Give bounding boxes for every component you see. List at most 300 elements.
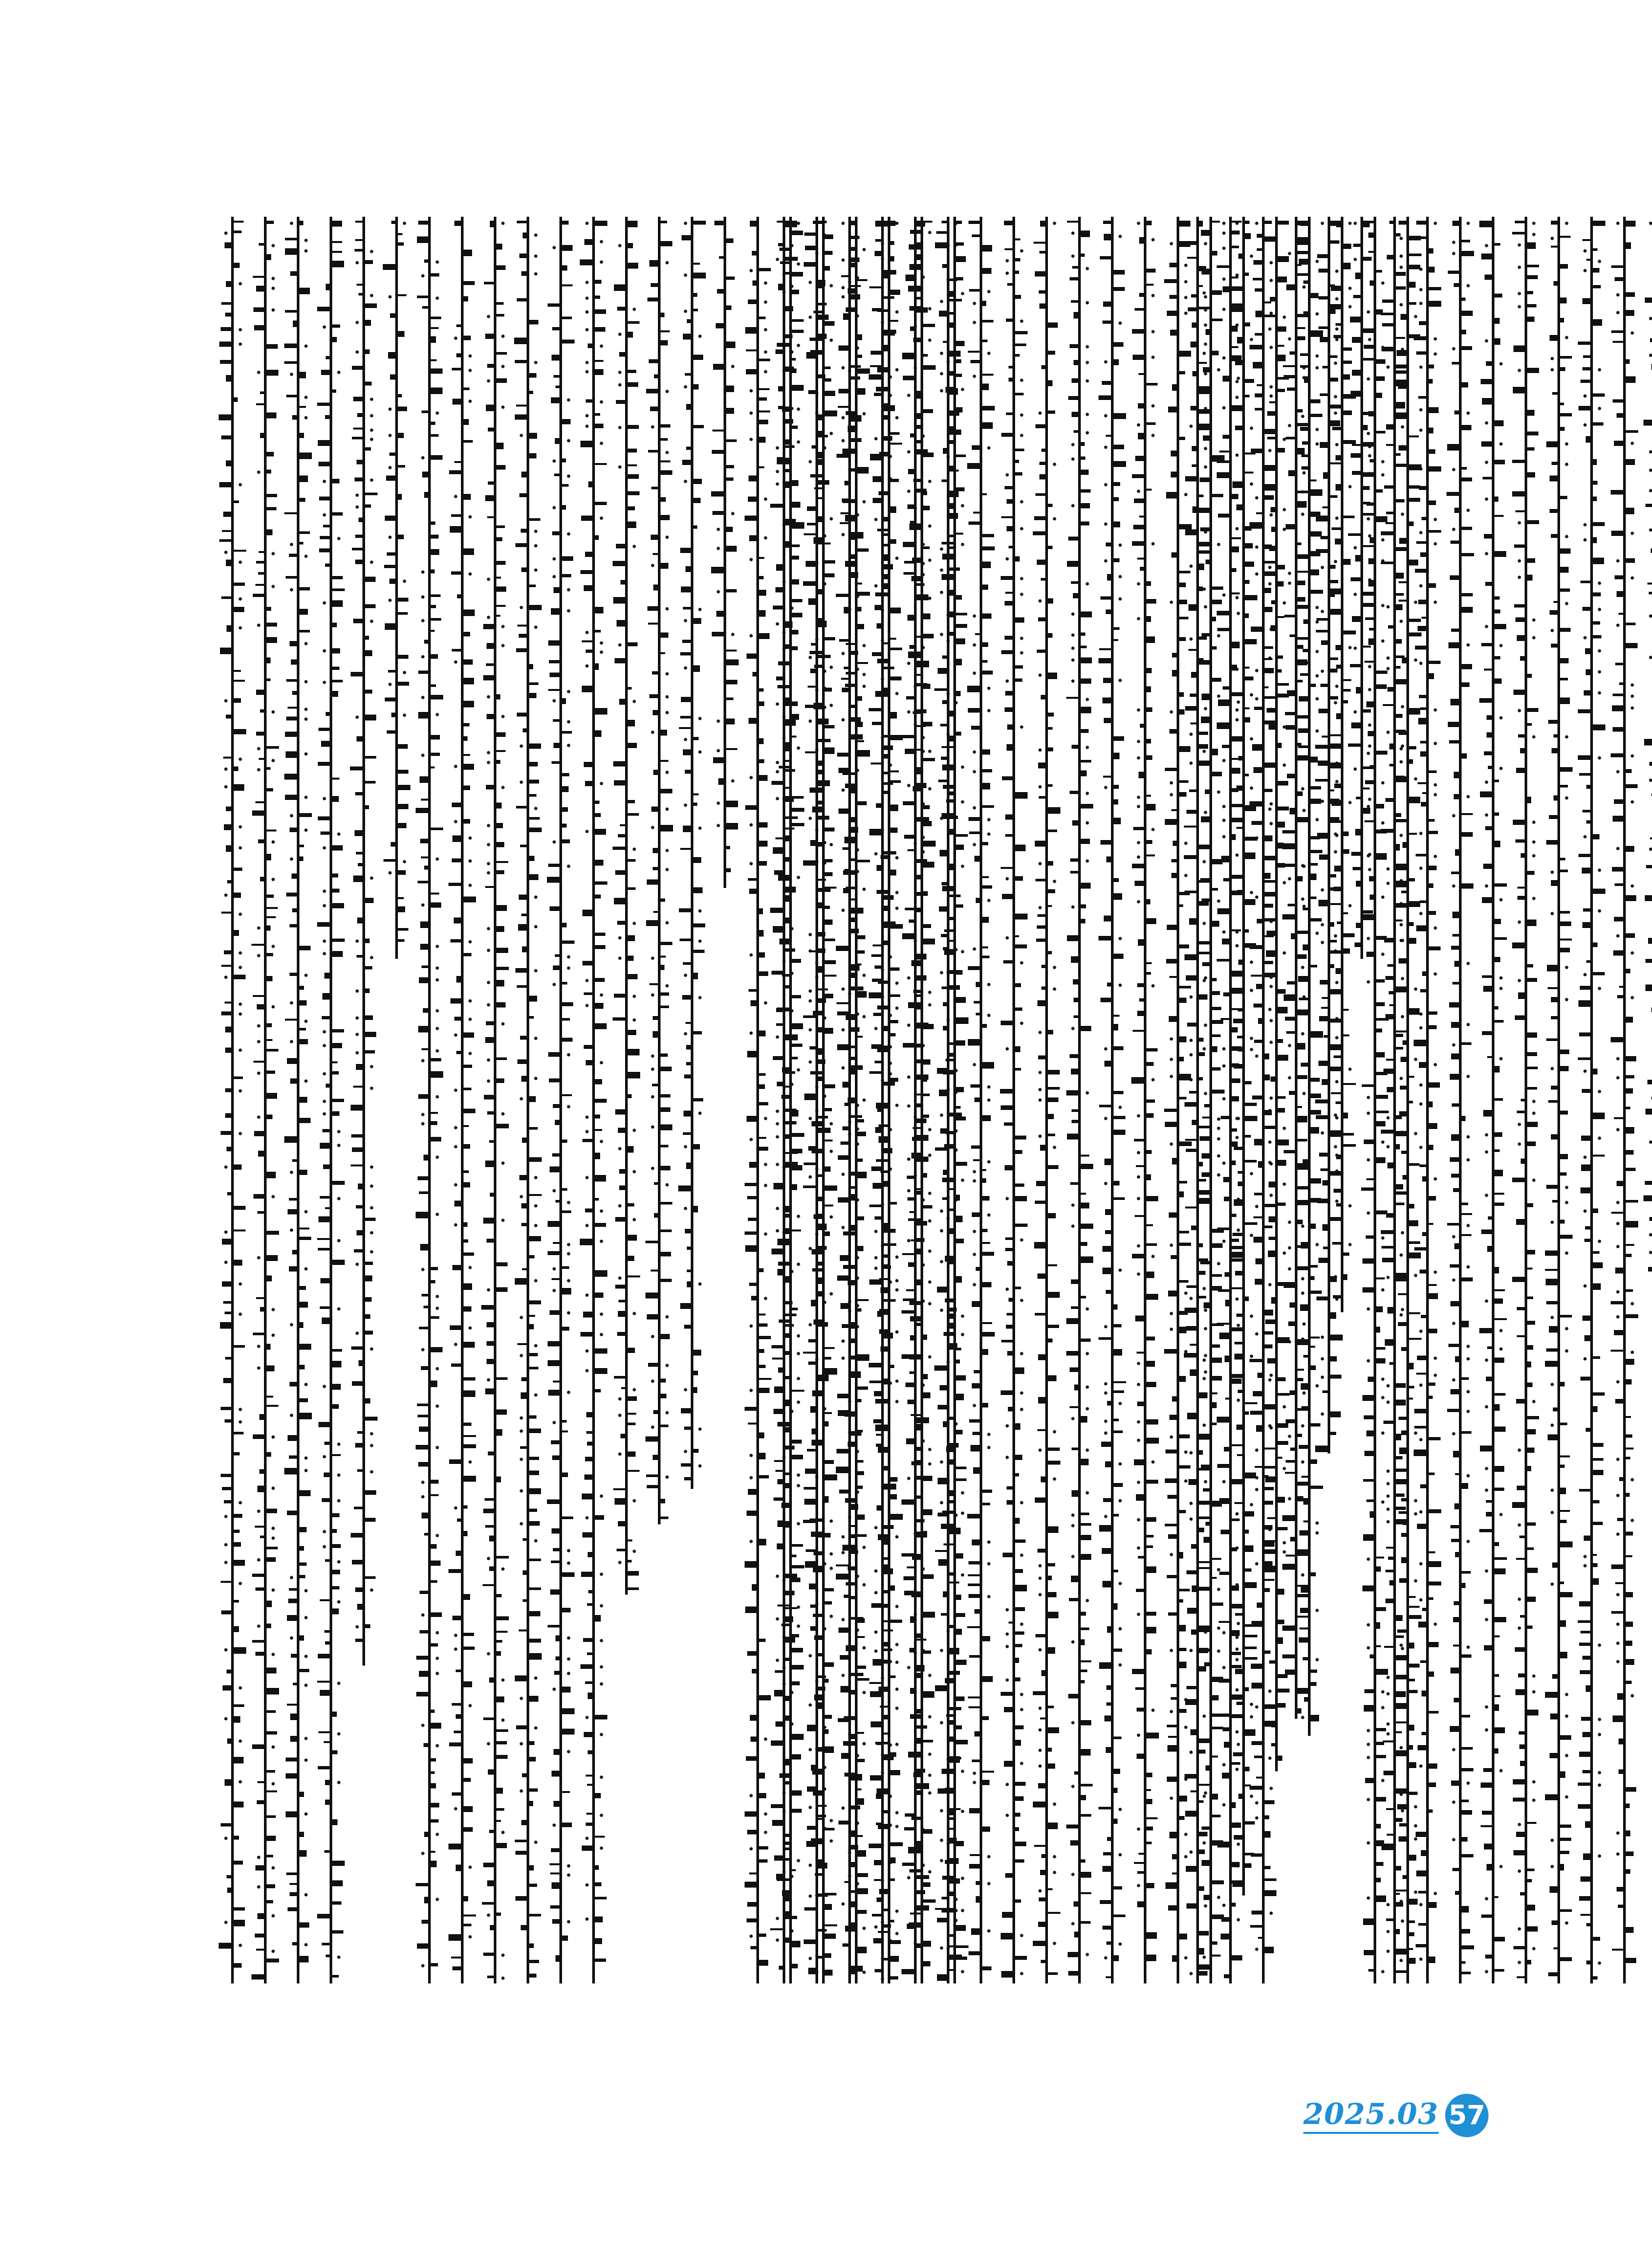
glyph-dot [586,1294,589,1297]
glyph-stroke [452,1792,461,1796]
glyph-dot [436,945,439,948]
glyph-stroke [872,308,881,311]
glyph-stroke [1048,861,1053,866]
glyph-stroke [872,652,881,656]
glyph-stroke [595,860,603,866]
glyph-stroke [351,1134,362,1138]
glyph-stroke [555,1200,559,1203]
glyph-stem [494,217,496,1983]
glyph-stroke [628,800,635,803]
glyph-stroke [968,1561,980,1564]
glyph-stroke [777,1543,783,1549]
glyph-stroke [1072,1120,1078,1123]
glyph-stroke [751,1296,756,1300]
glyph-stroke [1106,1290,1111,1294]
glyph-stroke [387,552,395,556]
glyph-dot [856,1754,859,1758]
glyph-dot [809,1176,812,1179]
glyph-stroke [628,506,635,510]
glyph-dot [940,300,944,303]
glyph-stroke [875,1127,881,1133]
glyph-dot [1104,1420,1108,1423]
glyph-dot [973,1170,976,1174]
glyph-stroke [353,397,362,401]
glyph-stroke [385,516,395,521]
glyph-stroke [1081,611,1092,617]
glyph-stroke [628,464,637,466]
glyph-dot [520,1430,523,1433]
glyph-stroke [843,888,848,893]
glyph-stroke [1039,462,1045,465]
glyph-dot [436,1534,439,1538]
glyph-dot [1006,1814,1009,1817]
glyph-stroke [841,1753,848,1759]
glyph-stroke [818,1262,822,1266]
glyph-stroke [839,639,848,642]
glyph-dot [955,1919,958,1922]
glyph-stroke [726,465,734,468]
glyph-stroke [693,1350,701,1356]
glyph-stroke [1172,1872,1177,1874]
glyph-stroke [1009,366,1012,368]
glyph-dot [684,804,687,807]
glyph-dot [436,1156,439,1159]
glyph-dot [586,1176,589,1180]
glyph-stroke [1138,403,1144,409]
glyph-stroke [785,1574,797,1578]
glyph-dot [809,656,812,659]
glyph-stroke [562,1791,570,1793]
glyph-dot [534,969,538,973]
glyph-stroke [253,1434,264,1439]
glyph-stroke [1146,1150,1152,1154]
glyph-stroke [941,757,947,760]
glyph-stroke [285,795,297,800]
glyph-stroke [785,769,795,772]
glyph-stroke [910,433,914,437]
glyph-dot [856,1822,859,1825]
text-line [479,217,512,1983]
glyph-stroke [1146,383,1158,386]
glyph-dot [809,1704,812,1707]
glyph-stroke [332,1975,339,1978]
glyph-dot [1039,1449,1042,1452]
glyph-stroke [286,1811,297,1817]
glyph-stroke [226,715,231,719]
glyph-stroke [749,476,756,481]
glyph-dot [856,1256,859,1260]
glyph-stroke [1015,935,1019,937]
glyph-stroke [772,1358,783,1360]
glyph-dot [750,1138,753,1141]
glyph-stroke [234,397,238,402]
glyph-stroke [1168,1612,1177,1616]
glyph-stroke [1104,916,1111,921]
glyph-stroke [496,1594,502,1597]
glyph-stroke [464,764,474,770]
glyph-stroke [516,806,527,808]
text-line [250,217,282,1983]
glyph-stroke [496,1287,508,1292]
glyph-stroke [1035,879,1045,881]
glyph-stroke [628,720,635,726]
glyph-stroke [680,939,691,941]
glyph-stroke [778,386,783,391]
glyph-stroke [1139,772,1144,778]
glyph-dot [567,1312,571,1315]
glyph-stroke [431,1612,442,1617]
glyph-stroke [221,1011,231,1015]
glyph-dot [1170,601,1173,604]
glyph-stroke [586,1775,592,1777]
glyph-stroke [851,438,861,442]
glyph-dot [940,1461,944,1464]
glyph-dot [1086,345,1089,349]
glyph-dot [940,372,944,376]
glyph-stroke [418,1462,428,1467]
glyph-stroke [1081,1660,1091,1662]
glyph-stroke [285,310,297,313]
glyph-stroke [431,1861,437,1867]
glyph-stroke [284,1468,297,1474]
glyph-stroke [365,493,378,495]
glyph-stroke [628,743,637,748]
glyph-stroke [1114,1886,1122,1890]
glyph-dot [764,301,768,304]
glyph-stroke [712,511,724,515]
glyph-dot [272,1746,275,1749]
glyph-dot [717,528,720,531]
glyph-stroke [595,1615,601,1622]
glyph-dot [1053,222,1056,225]
glyph-dot [586,631,589,634]
glyph-stroke [982,842,988,845]
glyph-stroke [317,922,330,927]
glyph-stroke [1070,871,1078,874]
glyph-stroke [982,546,995,550]
glyph-dot [973,302,976,305]
glyph-stroke [418,1415,428,1417]
glyph-stroke [1007,499,1012,504]
glyph-dot [239,1781,242,1784]
glyph-stroke [332,241,342,243]
glyph-stroke [653,1016,658,1020]
glyph-stroke [619,352,625,357]
glyph-dot [389,536,392,539]
glyph-stroke [464,1806,473,1812]
glyph-stroke [496,352,507,355]
glyph-dot [1053,880,1056,883]
glyph-stroke [299,1039,308,1044]
glyph-stroke [628,935,635,941]
glyph-stroke [562,574,571,577]
glyph-stroke [818,1277,825,1284]
glyph-stroke [1041,1670,1045,1676]
glyph-stroke [1081,1026,1091,1031]
glyph-dot [1104,1392,1108,1395]
glyph-stroke [562,839,570,843]
glyph-stroke [292,1250,297,1254]
glyph-stroke [595,309,606,314]
glyph-stroke [759,576,764,579]
glyph-stroke [485,1498,494,1501]
glyph-dot [1039,862,1042,866]
glyph-dot [436,1446,439,1450]
glyph-stroke [464,419,469,425]
glyph-dot [940,1501,944,1505]
glyph-stroke [299,1562,307,1566]
glyph-stroke [485,334,494,339]
glyph-dot [889,394,892,397]
glyph-stroke [1009,1298,1012,1302]
glyph-dot [619,644,622,647]
glyph-stroke [1074,360,1078,365]
glyph-stroke [496,1556,509,1559]
glyph-stroke [332,1384,341,1390]
glyph-stroke [357,736,362,742]
glyph-dot [619,957,622,960]
glyph-stroke [851,964,859,971]
glyph-stroke [220,648,231,654]
glyph-stroke [1107,1626,1111,1633]
glyph-stroke [1037,1000,1045,1006]
glyph-stroke [818,1747,827,1752]
glyph-stroke [1146,1842,1152,1844]
glyph-stroke [431,336,436,343]
glyph-stroke [785,1916,797,1919]
glyph-stem [881,217,884,1983]
glyph-dot [791,1270,794,1273]
glyph-stroke [1132,1254,1144,1258]
glyph-stroke [614,994,625,998]
glyph-dot [1039,1649,1042,1652]
glyph-dot [225,1717,228,1721]
glyph-stroke [714,221,724,225]
glyph-dot [1137,1362,1141,1365]
glyph-stroke [431,1758,436,1761]
glyph-stroke [871,763,881,764]
glyph-stroke [291,1654,297,1658]
text-line [414,217,446,1983]
glyph-stroke [260,709,264,713]
glyph-stroke [875,1061,881,1063]
glyph-stroke [1169,263,1177,267]
glyph-stroke [332,1099,344,1102]
glyph-dot [272,585,275,588]
glyph-stroke [234,1716,240,1723]
glyph-stroke [1048,1706,1054,1708]
glyph-stroke [628,1072,640,1078]
glyph-stroke [595,1129,602,1131]
glyph-stroke [1067,221,1078,223]
glyph-stroke [267,607,271,611]
glyph-stroke [222,1281,231,1287]
glyph-stroke [693,1144,700,1149]
glyph-stroke [1039,474,1045,479]
glyph-stroke [267,1547,278,1549]
glyph-dot [776,1229,779,1233]
glyph-stroke [1048,747,1053,751]
glyph-stroke [1015,1423,1020,1430]
glyph-stroke [1003,960,1012,963]
glyph-stroke [661,497,666,502]
glyph-stroke [1070,1182,1078,1185]
glyph-stroke [628,263,638,269]
glyph-stroke [552,327,559,330]
glyph-stroke [1114,1130,1125,1135]
glyph-stroke [595,463,607,465]
glyph-stem [1012,217,1015,1983]
glyph-dot [856,277,859,280]
glyph-dot [469,1327,472,1330]
glyph-stroke [582,640,592,642]
glyph-stroke [1107,574,1111,581]
glyph-stroke [844,869,848,874]
glyph-dot [791,1025,794,1028]
glyph-dot [907,490,911,493]
glyph-stroke [785,1152,798,1154]
glyph-stroke [1100,256,1111,259]
glyph-stroke [299,1832,304,1837]
glyph-stroke [851,1966,863,1972]
glyph-dot [337,1474,341,1477]
glyph-stroke [287,1511,297,1515]
glyph-stroke [618,1521,625,1526]
glyph-stroke [759,610,766,617]
glyph-stroke [907,1176,914,1179]
glyph-dot [586,370,589,374]
glyph-stroke [628,1235,637,1241]
glyph-dot [619,1453,622,1456]
glyph-dot [600,994,603,997]
glyph-dot [1006,937,1009,940]
glyph-dot [940,1839,944,1842]
glyph-stroke [785,719,796,726]
glyph-stroke [811,643,815,646]
glyph-stroke [810,1406,815,1413]
glyph-stroke [1146,1438,1159,1444]
glyph-stroke [939,1090,947,1096]
glyph-dot [988,1214,991,1217]
glyph-stroke [949,430,961,435]
glyph-dot [875,1267,878,1270]
glyph-stroke [1081,1203,1089,1208]
glyph-stroke [1114,497,1119,501]
glyph-dot [651,1126,655,1129]
glyph-dot [750,1454,753,1457]
glyph-stroke [420,839,428,843]
glyph-dot [534,1037,538,1040]
glyph-stroke [842,688,848,692]
glyph-stroke [431,1058,441,1061]
glyph-stroke [972,1432,980,1435]
glyph-dot [239,282,242,286]
glyph-stroke [682,235,691,240]
glyph-stroke [1081,919,1085,923]
glyph-stroke [1001,1971,1012,1978]
glyph-stroke [876,1444,881,1447]
glyph-stroke [973,1159,980,1161]
glyph-dot [534,234,538,237]
glyph-stroke [661,965,664,970]
glyph-stroke [1102,1926,1111,1930]
glyph-stroke [529,320,538,324]
glyph-stroke [267,221,274,224]
glyph-stroke [1041,986,1045,990]
glyph-stroke [1003,1553,1012,1557]
glyph-stroke [225,1002,231,1004]
glyph-stroke [917,1118,926,1123]
glyph-stroke [759,738,764,744]
glyph-stroke [1069,1598,1078,1601]
glyph-dot [239,758,242,761]
glyph-stroke [1015,1287,1021,1289]
glyph-stroke [529,433,537,439]
glyph-stroke [759,1475,769,1478]
glyph-stroke [1001,1692,1012,1696]
glyph-stroke [457,1518,461,1522]
glyph-dot [586,311,589,314]
glyph-stroke [851,1172,859,1176]
glyph-dot [567,865,571,868]
glyph-stroke [1114,785,1119,789]
glyph-stroke [1114,461,1126,467]
glyph-stroke [759,1432,764,1438]
glyph-stroke [227,880,231,883]
glyph-stroke [818,1076,825,1081]
glyph-stroke [595,502,607,505]
glyph-stroke [1015,393,1024,395]
glyph-stroke [1136,1589,1144,1592]
glyph-dot [856,595,859,598]
glyph-stroke [464,548,474,555]
glyph-dot [586,1004,589,1007]
glyph-stroke [521,1820,527,1825]
glyph-dot [487,1914,490,1917]
glyph-stroke [785,1162,798,1168]
glyph-stroke [287,1615,297,1621]
glyph-stroke [318,440,330,446]
glyph-stroke [851,734,863,740]
glyph-stroke [1048,598,1053,604]
glyph-stroke [949,1188,954,1190]
glyph-stroke [398,598,408,602]
glyph-stroke [1048,1292,1060,1298]
glyph-dot [1137,1518,1141,1522]
glyph-stroke [1081,1193,1086,1195]
glyph-dot [600,1573,603,1576]
glyph-stroke [234,263,240,268]
glyph-stroke [884,851,896,854]
glyph-dot [567,1865,571,1868]
glyph-stroke [456,976,461,983]
glyph-stroke [1146,422,1156,425]
glyph-stroke [838,1821,848,1825]
glyph-stroke [917,661,929,667]
glyph-stroke [851,1525,855,1527]
glyph-stroke [486,785,494,789]
glyph-stroke [299,1669,309,1672]
glyph-stroke [529,1236,541,1241]
glyph-stroke [873,1419,881,1423]
glyph-dot [454,765,458,768]
glyph-stroke [851,1617,863,1620]
glyph-stroke [1146,1517,1156,1522]
glyph-stroke [1167,925,1177,930]
glyph-stroke [628,687,632,690]
glyph-dot [776,1618,779,1621]
glyph-stroke [220,1322,231,1329]
